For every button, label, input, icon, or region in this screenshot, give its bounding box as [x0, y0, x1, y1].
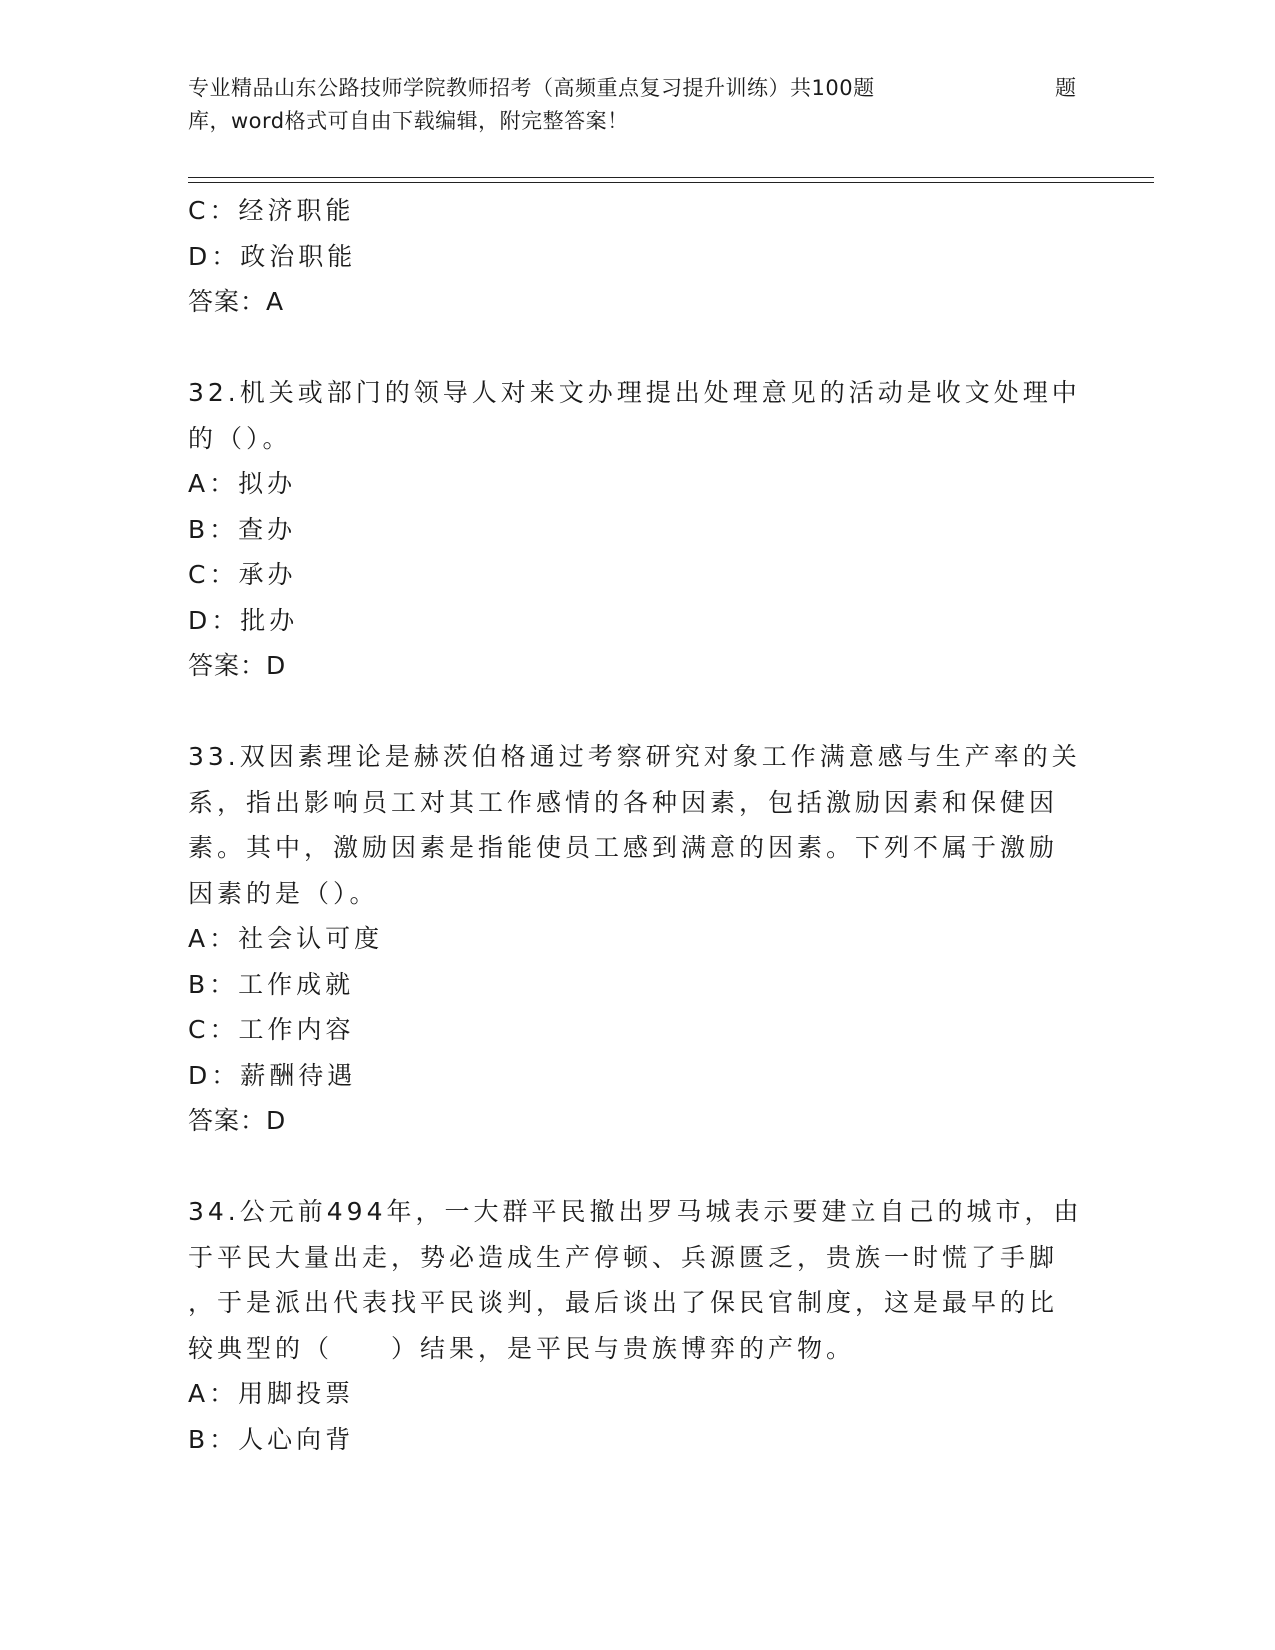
header-divider-bottom [188, 182, 1154, 183]
question-stem-line: 较典型的（ ）结果，是平民与贵族博弈的产物。 [188, 1333, 856, 1363]
question-stem-line: 的（）。 [188, 423, 292, 453]
question-31-tail [188, 188, 1088, 325]
option-c: C：经济职能 [188, 196, 355, 225]
question-stem-line: 34.公元前494年，一大群平民撤出罗马城表示要建立自己的城市，由 [188, 1197, 1083, 1226]
question-33 [188, 734, 1088, 1144]
question-stem-line: 系，指出影响员工对其工作感情的各种因素，包括激励因素和保健因 [188, 787, 1059, 817]
option-a: A：社会认可度 [188, 924, 384, 953]
question-stem-line: 32.机关或部门的领导人对来文办理提出处理意见的活动是收文处理中 [188, 378, 1081, 407]
header-divider-top [188, 177, 1154, 178]
option-d: D：薪酬待遇 [188, 1060, 357, 1090]
question-stem-line: 33.双因素理论是赫茨伯格通过考察研究对象工作满意感与生产率的关 [188, 742, 1081, 771]
question-stem-line: 素。其中，激励因素是指能使员工感到满意的因素。下列不属于激励 [188, 833, 1059, 862]
option-d: D：政治职能 [188, 241, 357, 271]
spacer [188, 689, 1088, 735]
option-b: B：工作成就 [188, 969, 355, 999]
option-d: D：批办 [188, 605, 299, 635]
question-stem-line: 于平民大量出走，势必造成生产停顿、兵源匮乏，贵族一时慌了手脚 [188, 1242, 1059, 1272]
option-c: C：承办 [188, 560, 297, 589]
question-34 [188, 1189, 1088, 1462]
question-32 [188, 370, 1088, 689]
answer-line: 答案：A [188, 287, 285, 316]
spacer [188, 325, 1088, 371]
header-title-trail: 题 [1055, 76, 1077, 100]
question-list [188, 188, 1088, 1462]
answer-line: 答案：D [188, 1106, 287, 1135]
answer-line: 答案：D [188, 651, 287, 680]
question-stem-line: ，于是派出代表找平民谈判，最后谈出了保民官制度，这是最早的比 [188, 1288, 1059, 1317]
option-a: A：拟办 [188, 469, 297, 498]
header-title-line1: 专业精品山东公路技师学院教师招考（高频重点复习提升训练）共100题 [188, 76, 875, 100]
option-a: A：用脚投票 [188, 1379, 355, 1408]
option-b: B：查办 [188, 514, 297, 544]
spacer [188, 1144, 1088, 1190]
page-header [188, 72, 1088, 138]
question-stem-line: 因素的是（）。 [188, 878, 379, 908]
option-c: C：工作内容 [188, 1015, 355, 1044]
option-b: B：人心向背 [188, 1424, 355, 1454]
header-title-line2: 库，word格式可自由下载编辑，附完整答案！ [188, 109, 629, 133]
